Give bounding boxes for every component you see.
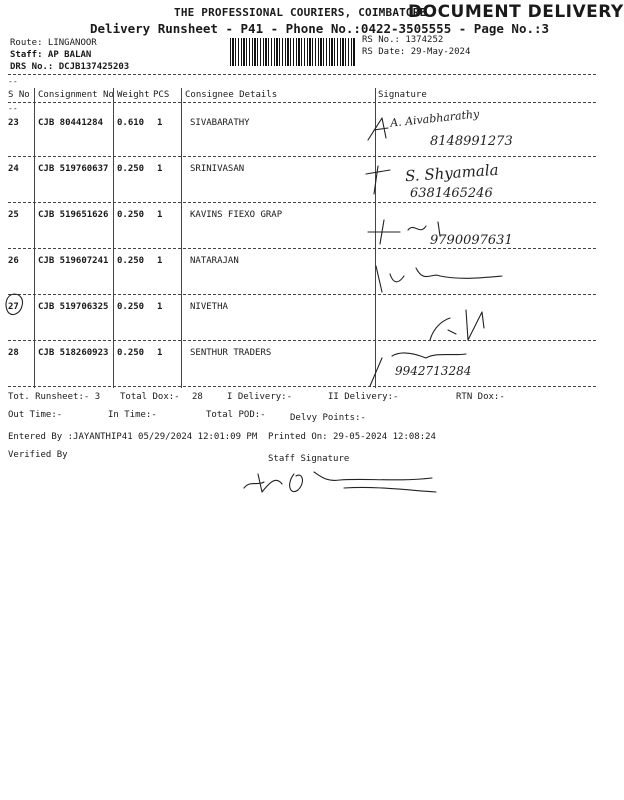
delvy-points: Delvy Points:- bbox=[290, 413, 366, 423]
drs-number: DRS No.: DCJB137425203 bbox=[10, 62, 130, 72]
row-consignee: NIVETHA bbox=[190, 302, 228, 312]
i-delivery: I Delivery:- bbox=[227, 392, 293, 402]
col-weight: Weight bbox=[117, 90, 150, 100]
total-pod: Total POD:- bbox=[206, 410, 266, 420]
row-consignment: CJB 519760637 bbox=[38, 164, 109, 174]
printed-on: Printed On: 29-05-2024 12:08:24 bbox=[268, 432, 436, 442]
signature-row-26 bbox=[370, 258, 510, 294]
in-time: In Time:- bbox=[108, 410, 157, 420]
signature-phone-23: 8148991273 bbox=[430, 134, 513, 149]
staff-label: Staff: AP BALAN bbox=[10, 50, 92, 60]
row-pcs: 1 bbox=[157, 302, 163, 312]
column-line bbox=[34, 88, 35, 388]
row-weight: 0.250 bbox=[117, 256, 145, 266]
row-weight: 0.250 bbox=[117, 348, 145, 358]
row-consignee: SIVABARATHY bbox=[190, 118, 250, 128]
tot-runsheet: Tot. Runsheet:- 3 bbox=[8, 392, 101, 402]
route-label: Route: LINGANOOR bbox=[10, 38, 97, 48]
row-divider bbox=[8, 202, 596, 203]
row-sno: 23 bbox=[8, 118, 19, 128]
row-sno: 24 bbox=[8, 164, 19, 174]
row-mark: -- bbox=[8, 104, 18, 113]
row-consignment: CJB 519607241 bbox=[38, 256, 109, 266]
signature-name-24: S. Shyamala bbox=[404, 160, 500, 186]
col-consignee: Consignee Details bbox=[185, 90, 278, 100]
row-pcs: 1 bbox=[157, 348, 163, 358]
row-weight: 0.250 bbox=[117, 164, 145, 174]
signature-phone-24: 6381465246 bbox=[410, 186, 493, 201]
rs-number: RS No.: 1374252 bbox=[362, 35, 444, 45]
signature-phone-28: 9942713284 bbox=[395, 364, 472, 378]
row-pcs: 1 bbox=[157, 256, 163, 266]
row-weight: 0.250 bbox=[117, 210, 145, 220]
column-line bbox=[113, 88, 114, 388]
company-name: THE PROFESSIONAL COURIERS, COIMBATORE bbox=[174, 6, 427, 19]
row-consignee: KAVINS FIEXO GRAP bbox=[190, 210, 283, 220]
row-pcs: 1 bbox=[157, 164, 163, 174]
row-consignment: CJB 519706325 bbox=[38, 302, 109, 312]
row-divider bbox=[8, 294, 596, 295]
row-weight: 0.250 bbox=[117, 302, 145, 312]
header-divider bbox=[8, 74, 596, 75]
col-consignment: Consignment No bbox=[38, 90, 114, 100]
row-consignee: NATARAJAN bbox=[190, 256, 239, 266]
col-sno: S No bbox=[8, 90, 30, 100]
row-divider bbox=[8, 248, 596, 249]
row-consignment: CJB 80441284 bbox=[38, 118, 104, 128]
column-line bbox=[181, 88, 182, 388]
header-mark: -- bbox=[8, 77, 18, 86]
row-sno: 26 bbox=[8, 256, 19, 266]
total-dox-value: 28 bbox=[192, 392, 203, 402]
rs-date: RS Date: 29-May-2024 bbox=[362, 47, 471, 57]
row-consignment: CJB 519651626 bbox=[38, 210, 109, 220]
signature-name-23: A. Aivabharathy bbox=[389, 107, 480, 130]
column-header-divider bbox=[8, 102, 596, 103]
document-delivery-stamp: DOCUMENT DELIVERY bbox=[408, 2, 624, 22]
row-sno: 27 bbox=[8, 302, 19, 312]
col-signature: Signature bbox=[378, 90, 427, 100]
signature-row-27 bbox=[420, 300, 500, 346]
row-pcs: 1 bbox=[157, 118, 163, 128]
row-consignee: SRINIVASAN bbox=[190, 164, 245, 174]
row-divider bbox=[8, 340, 596, 341]
total-dox-label: Total Dox:- bbox=[120, 392, 180, 402]
staff-signature bbox=[236, 462, 456, 502]
row-consignment: CJB 518260923 bbox=[38, 348, 109, 358]
out-time: Out Time:- bbox=[8, 410, 63, 420]
row-consignee: SENTHUR TRADERS bbox=[190, 348, 272, 358]
entered-by: Entered By :JAYANTHIP41 05/29/2024 12:01:09 PM bbox=[8, 432, 258, 442]
verified-by: Verified By bbox=[8, 450, 68, 460]
row-sno: 25 bbox=[8, 210, 19, 220]
signature-phone-25: 9790097631 bbox=[430, 233, 513, 248]
col-pcs: PCS bbox=[153, 90, 170, 100]
rtn-dox: RTN Dox:- bbox=[456, 392, 505, 402]
row-pcs: 1 bbox=[157, 210, 163, 220]
ii-delivery: II Delivery:- bbox=[328, 392, 399, 402]
row-divider bbox=[8, 156, 596, 157]
runsheet-title: Delivery Runsheet - P41 - Phone No.:0422-3505555 - Page No.:3 bbox=[90, 21, 550, 36]
row-sno: 28 bbox=[8, 348, 19, 358]
barcode bbox=[230, 38, 356, 66]
row-weight: 0.610 bbox=[117, 118, 145, 128]
staff-signature-label: Staff Signature bbox=[268, 454, 350, 464]
